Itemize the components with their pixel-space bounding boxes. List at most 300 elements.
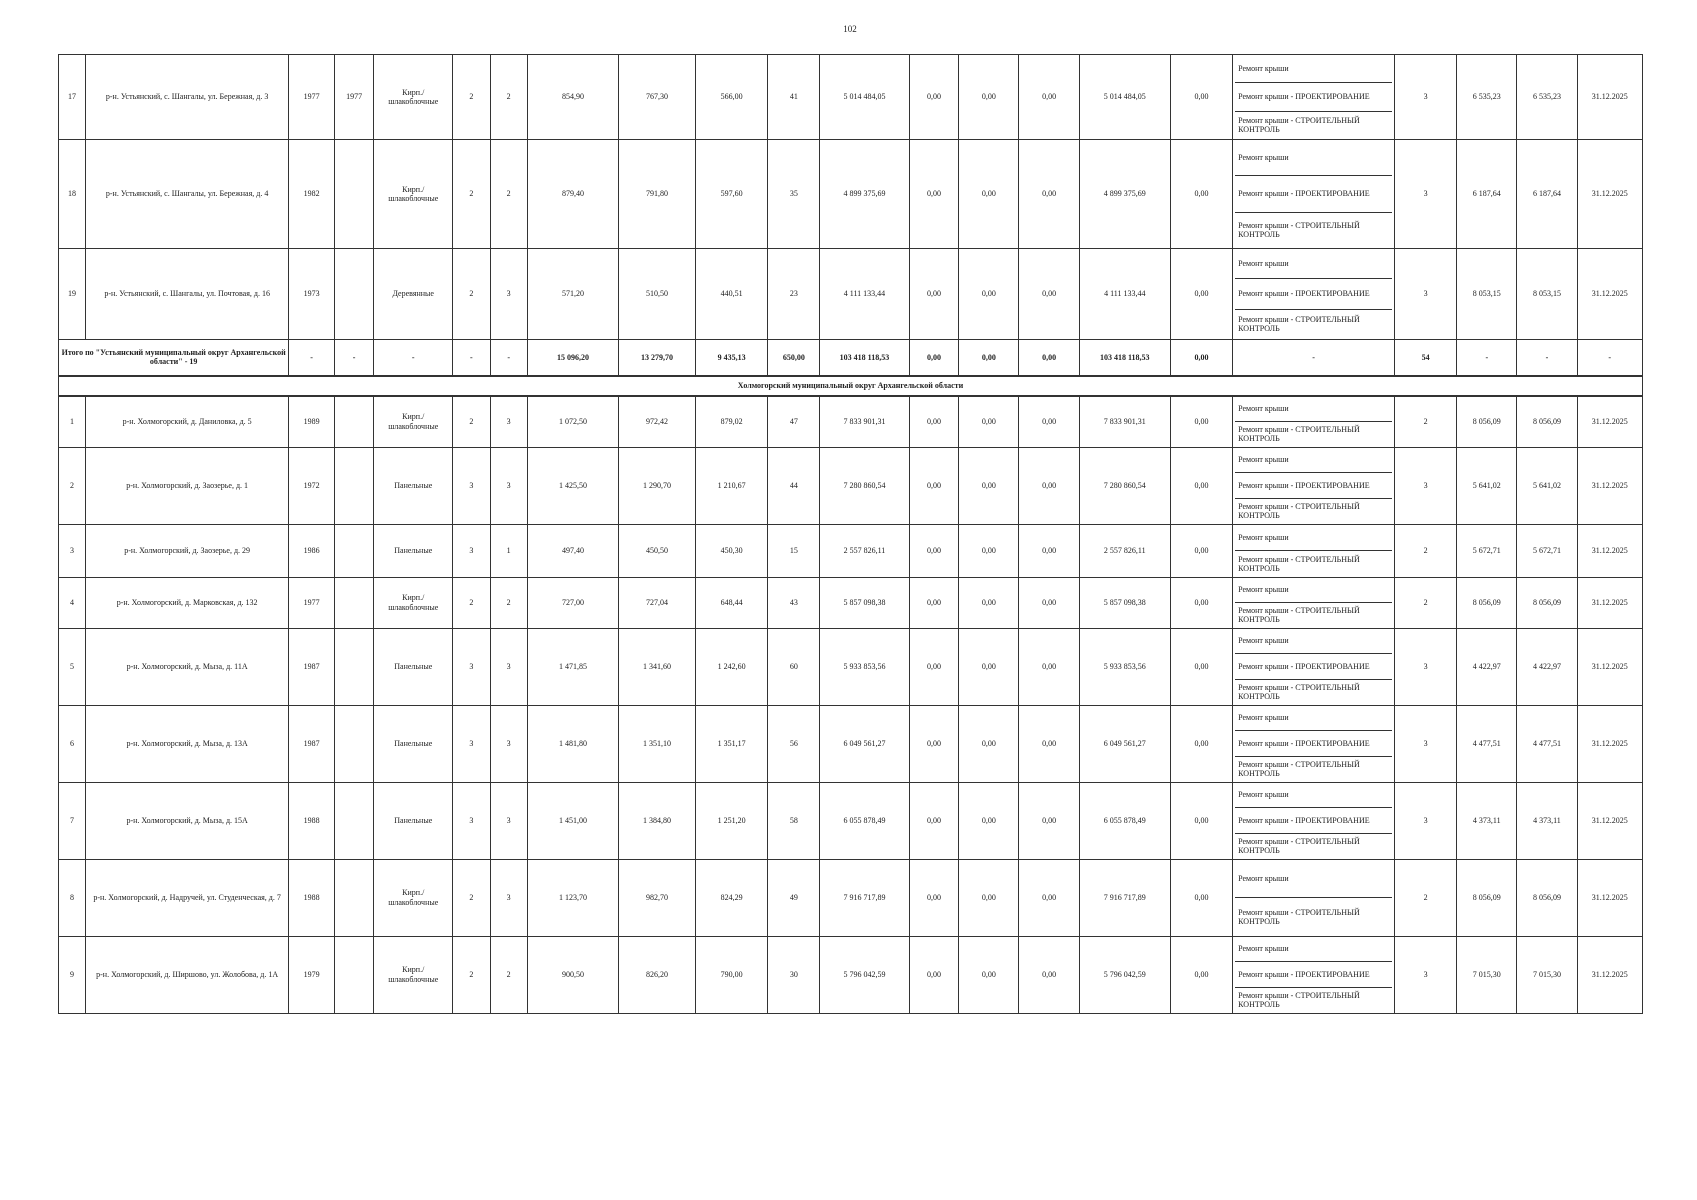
works-list-cell	[1233, 628, 1395, 705]
regional-funds-cell: 0,00	[959, 249, 1019, 340]
floors-cell: 3	[453, 447, 490, 524]
floors-cell: 2	[453, 577, 490, 628]
work-item: Ремонт крыши	[1235, 397, 1392, 423]
works-count-cell: 3	[1394, 782, 1456, 859]
works-list	[1235, 448, 1392, 524]
other-funds-cell: 0,00	[1170, 396, 1232, 448]
wall-material-cell: Кирп./ шлакоблочные	[374, 577, 453, 628]
municipal-funds-cell: 0,00	[1019, 628, 1079, 705]
row-number: 2	[59, 447, 86, 524]
premises-area-cell: 1 384,80	[619, 782, 696, 859]
living-area-cell: 1 351,17	[695, 705, 768, 782]
capital-repair-table	[58, 54, 1643, 1014]
federal-funds-cell: 0,00	[909, 396, 959, 448]
total-dash: -	[374, 340, 453, 376]
row-number: 9	[59, 936, 86, 1013]
unit-limit-cell: 5 672,71	[1517, 524, 1577, 577]
total-dash: -	[1457, 340, 1517, 376]
year-reconstruction-cell	[334, 782, 373, 859]
works-list	[1235, 140, 1392, 248]
works-count-cell: 3	[1394, 628, 1456, 705]
municipal-funds-cell: 0,00	[1019, 705, 1079, 782]
unit-cost-cell: 8 053,15	[1457, 249, 1517, 340]
work-item: Ремонт крыши - СТРОИТЕЛЬНЫЙ КОНТРОЛЬ	[1238, 425, 1360, 444]
works-list	[1235, 783, 1392, 859]
premises-area-cell: 510,50	[619, 249, 696, 340]
total-area-cell: 497,40	[527, 524, 618, 577]
repair-cost-cell: 5 014 484,05	[820, 55, 909, 140]
year-reconstruction-cell	[334, 396, 373, 448]
unit-limit-cell: 4 373,11	[1517, 782, 1577, 859]
works-count-cell: 2	[1394, 577, 1456, 628]
unit-cost-cell: 8 056,09	[1457, 859, 1517, 936]
table-row	[59, 859, 1643, 936]
residents-cell: 30	[768, 936, 820, 1013]
entrances-cell: 3	[490, 705, 527, 782]
year-built-cell: 1977	[289, 577, 335, 628]
works-list-cell	[1233, 936, 1395, 1013]
living-area-cell: 440,51	[695, 249, 768, 340]
unit-cost-cell: 8 056,09	[1457, 396, 1517, 448]
regional-funds-cell: 0,00	[959, 447, 1019, 524]
works-count-cell: 3	[1394, 936, 1456, 1013]
work-item: Ремонт крыши - ПРОЕКТИРОВАНИЕ	[1235, 962, 1392, 988]
deadline-cell: 31.12.2025	[1577, 936, 1642, 1013]
premises-area-cell: 791,80	[619, 140, 696, 249]
premises-area-cell: 767,30	[619, 55, 696, 140]
deadline-cell: 31.12.2025	[1577, 55, 1642, 140]
floors-cell: 2	[453, 859, 490, 936]
owners-funds-cell: 5 933 853,56	[1079, 628, 1170, 705]
work-item: Ремонт крыши - СТРОИТЕЛЬНЫЙ КОНТРОЛЬ	[1238, 116, 1360, 135]
work-item: Ремонт крыши - ПРОЕКТИРОВАНИЕ	[1235, 473, 1392, 499]
floors-cell: 2	[453, 936, 490, 1013]
residents-cell: 60	[768, 628, 820, 705]
total-area-living: 9 435,13	[695, 340, 768, 376]
works-list	[1235, 860, 1392, 936]
residents-cell: 35	[768, 140, 820, 249]
living-area-cell: 450,30	[695, 524, 768, 577]
work-item: Ремонт крыши - СТРОИТЕЛЬНЫЙ КОНТРОЛЬ	[1238, 682, 1360, 702]
total-dash: -	[1233, 340, 1395, 376]
residents-cell: 44	[768, 447, 820, 524]
regional-funds-cell: 0,00	[959, 628, 1019, 705]
repair-cost-cell: 7 916 717,89	[820, 859, 909, 936]
total-dash: -	[490, 340, 527, 376]
owners-funds-cell: 6 055 878,49	[1079, 782, 1170, 859]
entrances-cell: 3	[490, 396, 527, 448]
regional-funds-cell: 0,00	[959, 936, 1019, 1013]
federal-funds-cell: 0,00	[909, 140, 959, 249]
municipal-funds-cell: 0,00	[1019, 782, 1079, 859]
wall-material-cell: Кирп./ шлакоблочные	[374, 140, 453, 249]
owners-funds-cell: 7 280 860,54	[1079, 447, 1170, 524]
wall-material-cell: Кирп./ шлакоблочные	[374, 396, 453, 448]
table-row	[59, 577, 1643, 628]
total-c-reg: 0,00	[959, 340, 1019, 376]
owners-funds-cell: 7 833 901,31	[1079, 396, 1170, 448]
works-count-cell: 3	[1394, 249, 1456, 340]
unit-limit-cell: 5 641,02	[1517, 447, 1577, 524]
work-item: Ремонт крыши - ПРОЕКТИРОВАНИЕ	[1235, 176, 1392, 212]
year-built-cell: 1982	[289, 140, 335, 249]
other-funds-cell: 0,00	[1170, 859, 1232, 936]
residents-cell: 23	[768, 249, 820, 340]
unit-limit-cell: 8 056,09	[1517, 859, 1577, 936]
total-c-owners: 103 418 118,53	[1079, 340, 1170, 376]
wall-material-cell: Деревянные	[374, 249, 453, 340]
total-area-cell: 854,90	[527, 55, 618, 140]
works-list-cell	[1233, 447, 1395, 524]
year-reconstruction-cell	[334, 705, 373, 782]
total-residents: 650,00	[768, 340, 820, 376]
table-row	[59, 249, 1643, 340]
unit-limit-cell: 6 187,64	[1517, 140, 1577, 249]
total-area-cell: 879,40	[527, 140, 618, 249]
year-built-cell: 1972	[289, 447, 335, 524]
works-list-cell	[1233, 577, 1395, 628]
works-list	[1235, 55, 1392, 139]
floors-cell: 2	[453, 396, 490, 448]
total-area-premises: 13 279,70	[619, 340, 696, 376]
row-number: 8	[59, 859, 86, 936]
entrances-cell: 3	[490, 782, 527, 859]
total-dash: -	[453, 340, 490, 376]
other-funds-cell: 0,00	[1170, 524, 1232, 577]
deadline-cell: 31.12.2025	[1577, 577, 1642, 628]
total-dash: -	[1577, 340, 1642, 376]
total-c-other: 0,00	[1170, 340, 1232, 376]
work-item: Ремонт крыши - ПРОЕКТИРОВАНИЕ	[1235, 83, 1392, 111]
repair-cost-cell: 5 857 098,38	[820, 577, 909, 628]
row-number: 5	[59, 628, 86, 705]
work-item: Ремонт крыши - ПРОЕКТИРОВАНИЕ	[1235, 654, 1392, 680]
entrances-cell: 3	[490, 249, 527, 340]
other-funds-cell: 0,00	[1170, 249, 1232, 340]
unit-limit-cell: 8 056,09	[1517, 396, 1577, 448]
municipal-funds-cell: 0,00	[1019, 447, 1079, 524]
wall-material-cell: Кирп./ шлакоблочные	[374, 936, 453, 1013]
other-funds-cell: 0,00	[1170, 628, 1232, 705]
living-area-cell: 597,60	[695, 140, 768, 249]
work-item: Ремонт крыши	[1235, 783, 1392, 809]
work-item: Ремонт крыши - СТРОИТЕЛЬНЫЙ КОНТРОЛЬ	[1238, 836, 1360, 856]
work-item: Ремонт крыши	[1235, 448, 1392, 474]
wall-material-cell: Панельные	[374, 524, 453, 577]
floors-cell: 3	[453, 705, 490, 782]
year-built-cell: 1987	[289, 628, 335, 705]
work-item: Ремонт крыши	[1235, 937, 1392, 963]
work-item: Ремонт крыши - ПРОЕКТИРОВАНИЕ	[1235, 808, 1392, 834]
row-number: 3	[59, 524, 86, 577]
other-funds-cell: 0,00	[1170, 782, 1232, 859]
repair-cost-cell: 4 111 133,44	[820, 249, 909, 340]
year-built-cell: 1986	[289, 524, 335, 577]
total-dash: -	[289, 340, 335, 376]
address-cell: р-н. Устьянский, с. Шангалы, ул. Бережная, д. 3	[85, 55, 288, 140]
owners-funds-cell: 4 111 133,44	[1079, 249, 1170, 340]
works-list-cell	[1233, 782, 1395, 859]
residents-cell: 58	[768, 782, 820, 859]
federal-funds-cell: 0,00	[909, 628, 959, 705]
living-area-cell: 1 210,67	[695, 447, 768, 524]
owners-funds-cell: 5 857 098,38	[1079, 577, 1170, 628]
address-cell: р-н. Холмогорский, д. Мыза, д. 15А	[85, 782, 288, 859]
group1-body	[59, 55, 1643, 340]
works-list-cell	[1233, 524, 1395, 577]
unit-cost-cell: 4 373,11	[1457, 782, 1517, 859]
municipal-funds-cell: 0,00	[1019, 55, 1079, 140]
work-item: Ремонт крыши	[1235, 249, 1392, 279]
living-area-cell: 566,00	[695, 55, 768, 140]
wall-material-cell: Панельные	[374, 628, 453, 705]
total-area-cell: 1 425,50	[527, 447, 618, 524]
entrances-cell: 2	[490, 55, 527, 140]
federal-funds-cell: 0,00	[909, 705, 959, 782]
work-item: Ремонт крыши - СТРОИТЕЛЬНЫЙ КОНТРОЛЬ	[1238, 221, 1360, 240]
municipal-funds-cell: 0,00	[1019, 859, 1079, 936]
residents-cell: 43	[768, 577, 820, 628]
unit-limit-cell: 8 056,09	[1517, 577, 1577, 628]
deadline-cell: 31.12.2025	[1577, 705, 1642, 782]
floors-cell: 3	[453, 628, 490, 705]
other-funds-cell: 0,00	[1170, 705, 1232, 782]
residents-cell: 49	[768, 859, 820, 936]
repair-cost-cell: 7 833 901,31	[820, 396, 909, 448]
row-number: 19	[59, 249, 86, 340]
unit-cost-cell: 5 672,71	[1457, 524, 1517, 577]
municipal-funds-cell: 0,00	[1019, 936, 1079, 1013]
regional-funds-cell: 0,00	[959, 140, 1019, 249]
premises-area-cell: 972,42	[619, 396, 696, 448]
table-row	[59, 447, 1643, 524]
unit-cost-cell: 7 015,30	[1457, 936, 1517, 1013]
federal-funds-cell: 0,00	[909, 577, 959, 628]
municipal-funds-cell: 0,00	[1019, 577, 1079, 628]
entrances-cell: 2	[490, 140, 527, 249]
works-count-cell: 3	[1394, 55, 1456, 140]
owners-funds-cell: 4 899 375,69	[1079, 140, 1170, 249]
total-area-total: 15 096,20	[527, 340, 618, 376]
deadline-cell: 31.12.2025	[1577, 859, 1642, 936]
address-cell: р-н. Холмогорский, д. Мыза, д. 11А	[85, 628, 288, 705]
works-list	[1235, 249, 1392, 339]
table-row	[59, 140, 1643, 249]
floors-cell: 2	[453, 55, 490, 140]
residents-cell: 41	[768, 55, 820, 140]
address-cell: р-н. Холмогорский, д. Ширшово, ул. Жолобова, д. 1А	[85, 936, 288, 1013]
premises-area-cell: 450,50	[619, 524, 696, 577]
total-area-cell: 1 072,50	[527, 396, 618, 448]
page-number: 102	[843, 24, 857, 34]
work-item: Ремонт крыши - СТРОИТЕЛЬНЫЙ КОНТРОЛЬ	[1238, 315, 1360, 334]
total-area-cell: 1 481,80	[527, 705, 618, 782]
table-row	[59, 705, 1643, 782]
owners-funds-cell: 5 014 484,05	[1079, 55, 1170, 140]
work-item: Ремонт крыши	[1235, 140, 1392, 176]
federal-funds-cell: 0,00	[909, 859, 959, 936]
works-list	[1235, 525, 1392, 577]
entrances-cell: 2	[490, 936, 527, 1013]
regional-funds-cell: 0,00	[959, 782, 1019, 859]
regional-funds-cell: 0,00	[959, 55, 1019, 140]
premises-area-cell: 982,70	[619, 859, 696, 936]
repair-cost-cell: 2 557 826,11	[820, 524, 909, 577]
entrances-cell: 3	[490, 447, 527, 524]
works-list-cell	[1233, 55, 1395, 140]
year-built-cell: 1988	[289, 859, 335, 936]
living-area-cell: 648,44	[695, 577, 768, 628]
work-item: Ремонт крыши	[1235, 55, 1392, 83]
work-item: Ремонт крыши	[1235, 706, 1392, 732]
total-dash: -	[334, 340, 373, 376]
entrances-cell: 3	[490, 628, 527, 705]
works-count-cell: 2	[1394, 396, 1456, 448]
federal-funds-cell: 0,00	[909, 936, 959, 1013]
works-count-cell: 3	[1394, 705, 1456, 782]
repair-cost-cell: 5 933 853,56	[820, 628, 909, 705]
living-area-cell: 1 242,60	[695, 628, 768, 705]
premises-area-cell: 826,20	[619, 936, 696, 1013]
section-row	[59, 376, 1643, 396]
work-item: Ремонт крыши - ПРОЕКТИРОВАНИЕ	[1235, 731, 1392, 757]
year-reconstruction-cell	[334, 859, 373, 936]
address-cell: р-н. Холмогорский, д. Марковская, д. 132	[85, 577, 288, 628]
works-list	[1235, 397, 1392, 447]
living-area-cell: 1 251,20	[695, 782, 768, 859]
repair-cost-cell: 6 049 561,27	[820, 705, 909, 782]
address-cell: р-н. Устьянский, с. Шангалы, ул. Почтовая, д. 16	[85, 249, 288, 340]
unit-limit-cell: 7 015,30	[1517, 936, 1577, 1013]
address-cell: р-н. Холмогорский, д. Надручей, ул. Студенческая, д. 7	[85, 859, 288, 936]
work-item: Ремонт крыши - СТРОИТЕЛЬНЫЙ КОНТРОЛЬ	[1238, 907, 1360, 926]
federal-funds-cell: 0,00	[909, 249, 959, 340]
total-area-cell: 1 123,70	[527, 859, 618, 936]
regional-funds-cell: 0,00	[959, 859, 1019, 936]
year-reconstruction-cell	[334, 628, 373, 705]
repair-cost-cell: 7 280 860,54	[820, 447, 909, 524]
row-number: 4	[59, 577, 86, 628]
owners-funds-cell: 5 796 042,59	[1079, 936, 1170, 1013]
total-c-mun: 0,00	[1019, 340, 1079, 376]
total-body	[59, 340, 1643, 396]
address-cell: р-н. Холмогорский, д. Заозерье, д. 1	[85, 447, 288, 524]
work-item: Ремонт крыши - СТРОИТЕЛЬНЫЙ КОНТРОЛЬ	[1238, 606, 1360, 625]
year-built-cell: 1973	[289, 249, 335, 340]
residents-cell: 56	[768, 705, 820, 782]
row-number: 6	[59, 705, 86, 782]
unit-limit-cell: 8 053,15	[1517, 249, 1577, 340]
federal-funds-cell: 0,00	[909, 447, 959, 524]
residents-cell: 47	[768, 396, 820, 448]
total-label: Итого по "Устьянский муниципальный округ Архангельской области" - 19	[59, 340, 289, 376]
unit-limit-cell: 4 477,51	[1517, 705, 1577, 782]
works-count-cell: 2	[1394, 859, 1456, 936]
federal-funds-cell: 0,00	[909, 55, 959, 140]
entrances-cell: 3	[490, 859, 527, 936]
deadline-cell: 31.12.2025	[1577, 396, 1642, 448]
other-funds-cell: 0,00	[1170, 936, 1232, 1013]
table-row	[59, 55, 1643, 140]
repair-cost-cell: 5 796 042,59	[820, 936, 909, 1013]
year-reconstruction-cell	[334, 577, 373, 628]
unit-cost-cell: 6 535,23	[1457, 55, 1517, 140]
works-count-cell: 3	[1394, 140, 1456, 249]
wall-material-cell: Кирп./ шлакоблочные	[374, 859, 453, 936]
owners-funds-cell: 6 049 561,27	[1079, 705, 1170, 782]
address-cell: р-н. Холмогорский, д. Заозерье, д. 29	[85, 524, 288, 577]
municipal-funds-cell: 0,00	[1019, 249, 1079, 340]
work-item: Ремонт крыши - СТРОИТЕЛЬНЫЙ КОНТРОЛЬ	[1238, 554, 1360, 573]
works-list	[1235, 937, 1392, 1013]
address-cell: р-н. Холмогорский, д. Мыза, д. 13А	[85, 705, 288, 782]
wall-material-cell: Панельные	[374, 447, 453, 524]
deadline-cell: 31.12.2025	[1577, 249, 1642, 340]
entrances-cell: 2	[490, 577, 527, 628]
total-c-fed: 0,00	[909, 340, 959, 376]
regional-funds-cell: 0,00	[959, 705, 1019, 782]
other-funds-cell: 0,00	[1170, 577, 1232, 628]
regional-funds-cell: 0,00	[959, 577, 1019, 628]
unit-limit-cell: 6 535,23	[1517, 55, 1577, 140]
total-cost: 103 418 118,53	[820, 340, 909, 376]
total-area-cell: 900,50	[527, 936, 618, 1013]
floors-cell: 3	[453, 524, 490, 577]
group2-body	[59, 396, 1643, 1014]
floors-cell: 3	[453, 782, 490, 859]
row-number: 1	[59, 396, 86, 448]
year-reconstruction-cell	[334, 140, 373, 249]
premises-area-cell: 727,04	[619, 577, 696, 628]
table-row	[59, 524, 1643, 577]
living-area-cell: 790,00	[695, 936, 768, 1013]
table-row	[59, 396, 1643, 448]
year-built-cell: 1987	[289, 705, 335, 782]
row-number: 17	[59, 55, 86, 140]
repair-cost-cell: 6 055 878,49	[820, 782, 909, 859]
table-row	[59, 936, 1643, 1013]
row-number: 7	[59, 782, 86, 859]
federal-funds-cell: 0,00	[909, 782, 959, 859]
municipal-funds-cell: 0,00	[1019, 140, 1079, 249]
year-built-cell: 1989	[289, 396, 335, 448]
works-list	[1235, 706, 1392, 782]
total-works-count: 54	[1394, 340, 1456, 376]
works-list	[1235, 578, 1392, 628]
work-item: Ремонт крыши	[1235, 629, 1392, 655]
floors-cell: 2	[453, 140, 490, 249]
federal-funds-cell: 0,00	[909, 524, 959, 577]
works-count-cell: 2	[1394, 524, 1456, 577]
works-list-cell	[1233, 859, 1395, 936]
deadline-cell: 31.12.2025	[1577, 782, 1642, 859]
wall-material-cell: Панельные	[374, 782, 453, 859]
deadline-cell: 31.12.2025	[1577, 447, 1642, 524]
unit-cost-cell: 5 641,02	[1457, 447, 1517, 524]
premises-area-cell: 1 341,60	[619, 628, 696, 705]
deadline-cell: 31.12.2025	[1577, 524, 1642, 577]
owners-funds-cell: 7 916 717,89	[1079, 859, 1170, 936]
year-reconstruction-cell	[334, 936, 373, 1013]
year-built-cell: 1988	[289, 782, 335, 859]
work-item: Ремонт крыши - ПРОЕКТИРОВАНИЕ	[1235, 279, 1392, 309]
year-reconstruction-cell	[334, 447, 373, 524]
works-list-cell	[1233, 705, 1395, 782]
total-area-cell: 571,20	[527, 249, 618, 340]
regional-funds-cell: 0,00	[959, 396, 1019, 448]
entrances-cell: 1	[490, 524, 527, 577]
total-area-cell: 727,00	[527, 577, 618, 628]
